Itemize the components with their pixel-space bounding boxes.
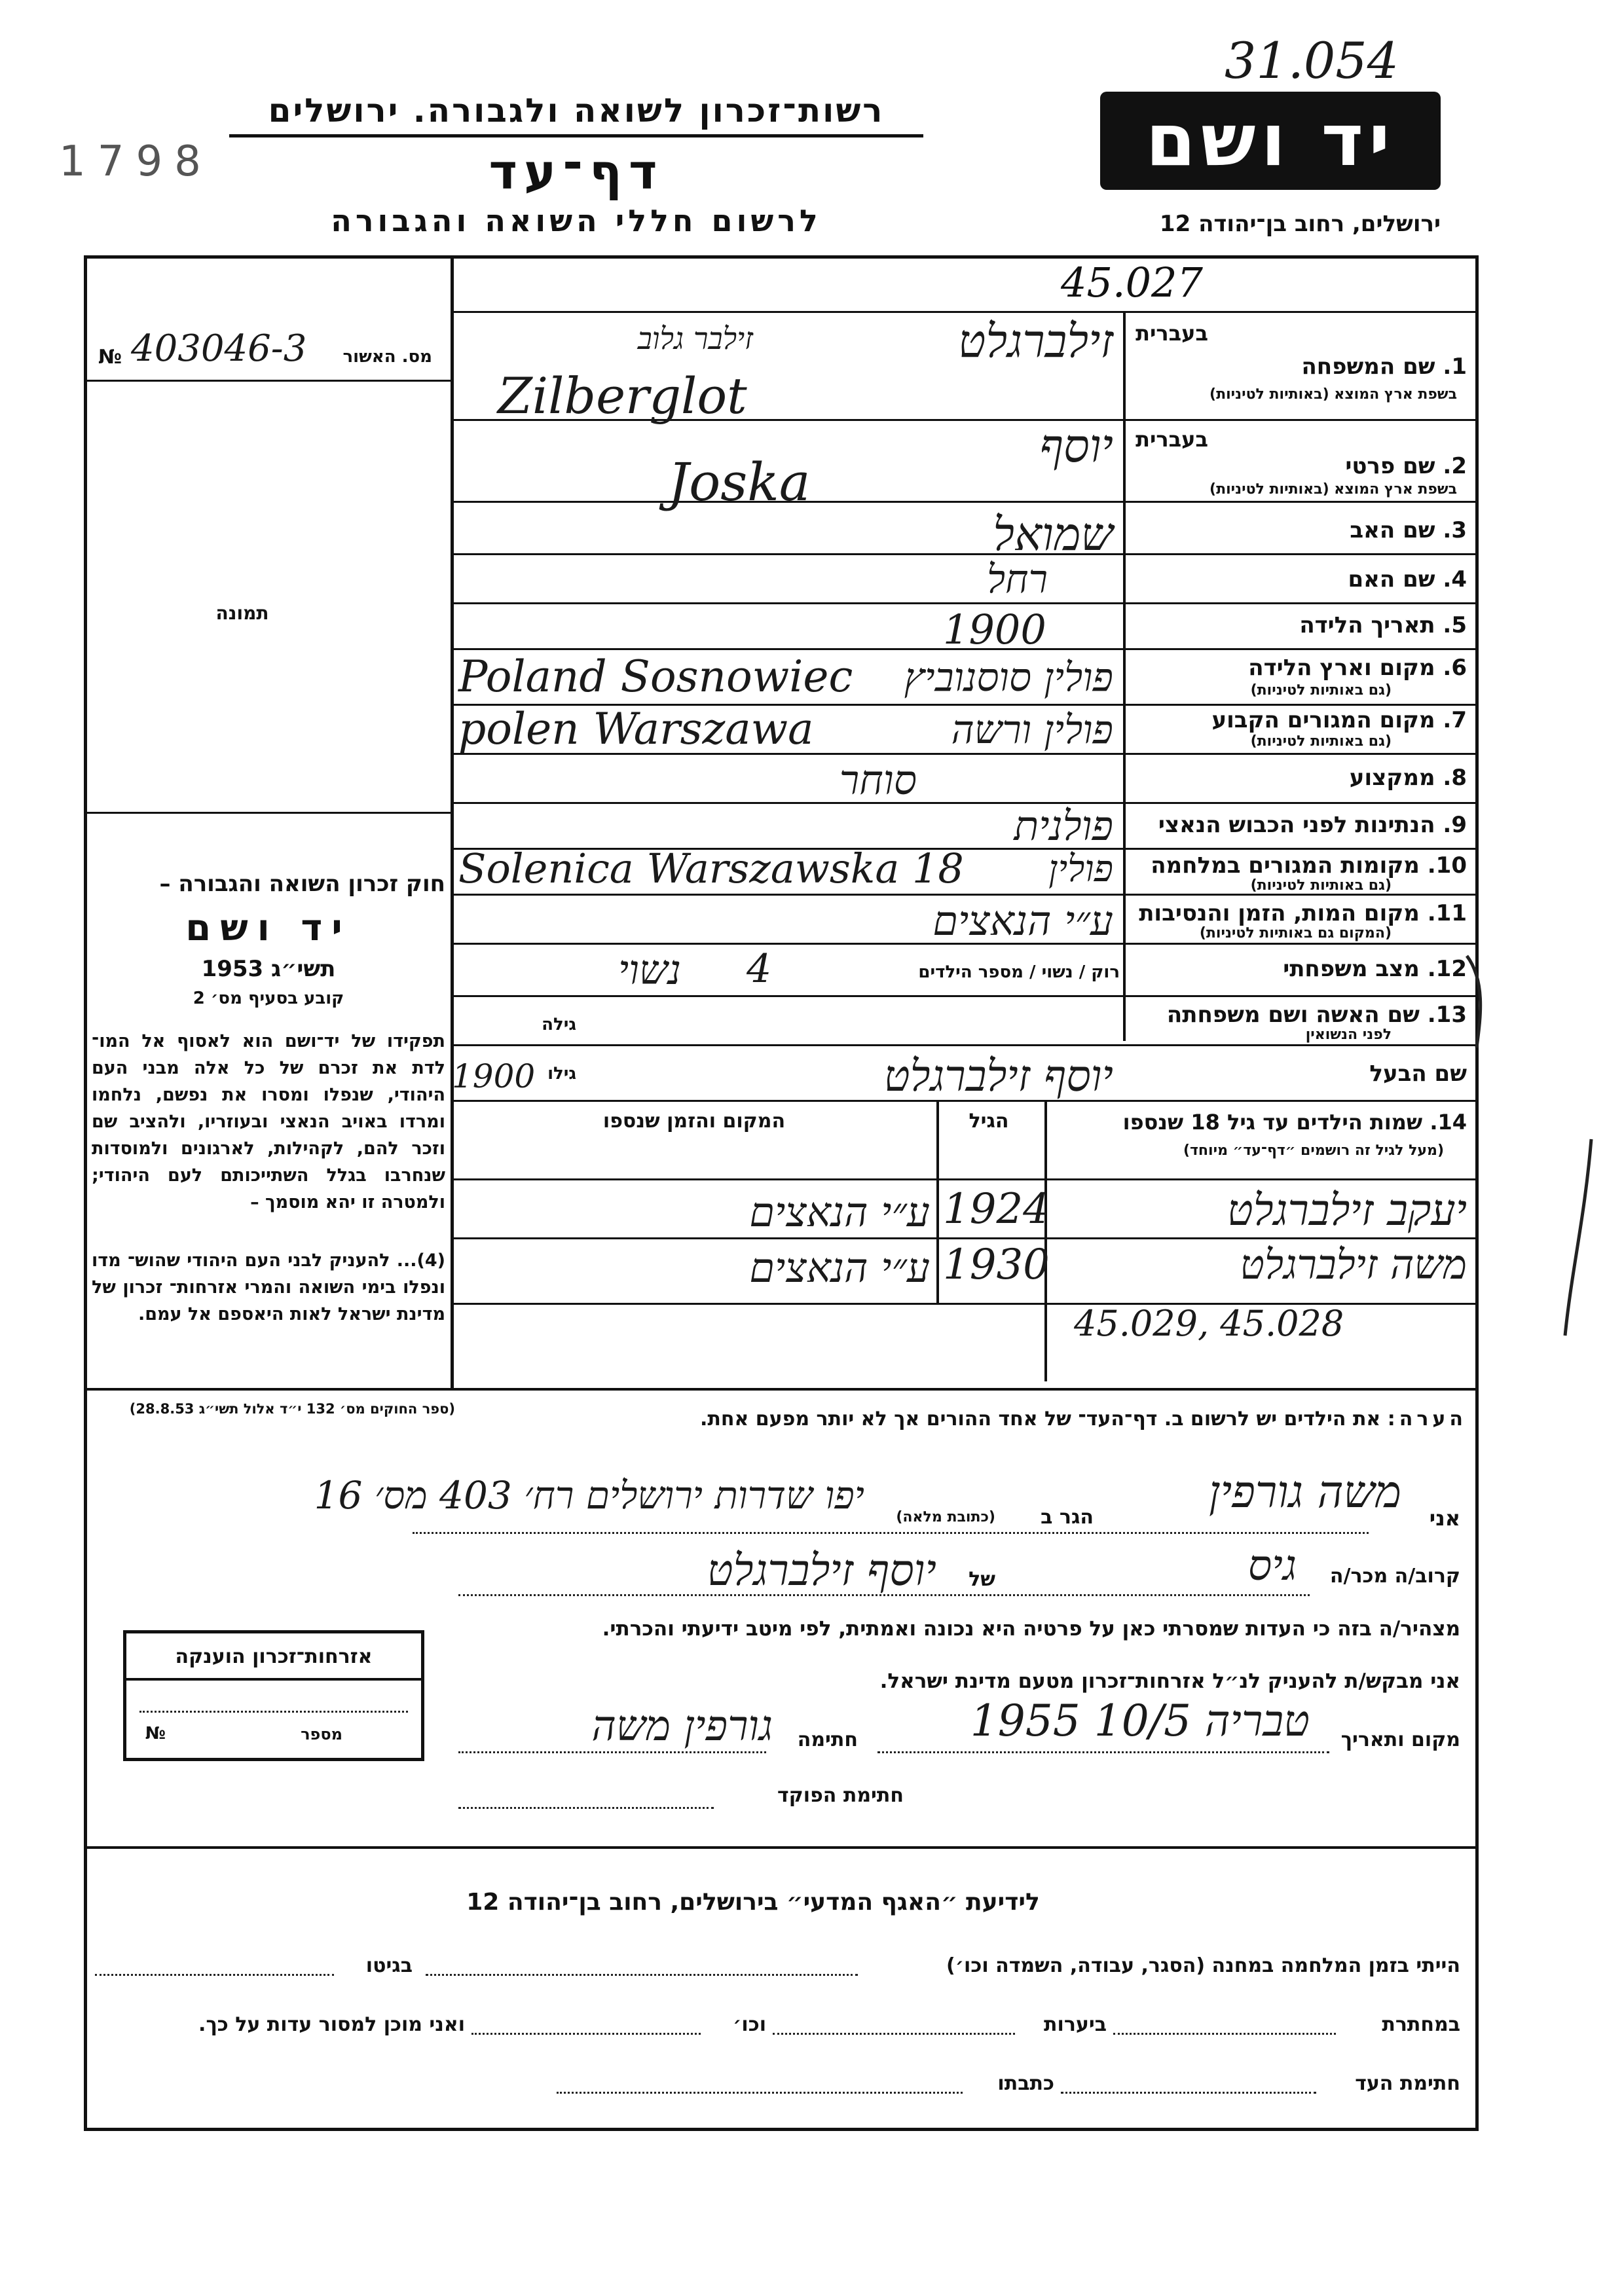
field-5-label (1130, 612, 1467, 638)
field-10-num: 10. (1427, 852, 1467, 879)
footer-line1-camp: הייתי בזמן המלחמה במחנה (הסגר, עבודה, השמדה וכו׳) (946, 1954, 1460, 1977)
field-1-num: 1. (1443, 354, 1467, 380)
officer-label: חתימת הפוקד (777, 1784, 904, 1807)
field-7-sub: (גם באותיות לטיניות) (1250, 733, 1392, 750)
child-2-name: משה זילברגלט (1240, 1241, 1467, 1288)
child-1-place: ע״י הנאצים (749, 1188, 930, 1236)
top-inner-line (451, 311, 1479, 313)
field-1-title: שם המשפחה (1301, 354, 1435, 380)
field-6-label (1130, 655, 1467, 681)
footer-line1-ghetto: בגיטו (365, 1954, 413, 1977)
field-11-title: מקום המות, הזמן והנסיבות (1139, 900, 1420, 926)
field-13-label (1130, 1002, 1467, 1028)
row-line (451, 995, 1479, 997)
children-page-ids: 45.029, 45.028 (1074, 1303, 1344, 1344)
signature-line (458, 1751, 766, 1753)
field-6-num: 6. (1443, 655, 1467, 681)
field-2-sub: בשפת ארץ המוצא (באותיות לטיניות) (1209, 481, 1457, 498)
footer-line2-fill3 (471, 2033, 701, 2035)
decl-of-label: של (969, 1568, 995, 1591)
residence-latin: polen Warszawa (458, 704, 814, 754)
law-clause: קובע בסעיף מס׳ 2 (193, 989, 344, 1008)
field-11-label (1130, 900, 1467, 926)
margin-marks (1441, 943, 1611, 1349)
citizenship-number-label: מספר (301, 1725, 342, 1743)
birth-date: 1900 (943, 606, 1046, 653)
lang-hebrew-1: בעברית (1135, 321, 1208, 346)
occupation: סוחר (839, 756, 917, 804)
field-13-num: 13. (1427, 1002, 1467, 1028)
children-header-line (451, 1178, 1479, 1180)
decl-relative-label: קרוב/ה מכר/ה (1329, 1565, 1460, 1588)
decl-address-line (413, 1532, 1369, 1534)
field-1-label (1130, 354, 1467, 380)
footer-witness-sign: חתימת העד (1355, 2072, 1460, 2095)
field-9-num: 9. (1443, 812, 1467, 838)
children-col-place: המקום והזמן שנספו (602, 1110, 786, 1133)
field-9-label (1130, 812, 1467, 838)
field-7-num: 7. (1443, 707, 1467, 733)
field-3-title: שם האב (1350, 517, 1435, 543)
husband-name: יוסף זילברגלט (883, 1051, 1113, 1101)
field-11-sub: (המקום גם באותיות לטיניות) (1199, 925, 1392, 941)
child-1-name: יעקב זילברגלט (1227, 1185, 1467, 1235)
archive-number: 31.054 (1225, 31, 1399, 90)
photo-bottom-line (84, 812, 451, 814)
children-col-age: הגיל (969, 1110, 1009, 1133)
field-7-label (1130, 707, 1467, 733)
field-6-title: מקום וארץ הלידה (1248, 655, 1435, 681)
form-subtitle: לרשום חללי השואה והגבורה (331, 203, 822, 238)
footer-line1-fill2 (95, 1974, 334, 1976)
mother-name: רחל (986, 556, 1048, 602)
footer-address: כתבתו (997, 2072, 1054, 2095)
decl-ani-label: אני (1429, 1506, 1460, 1531)
footer-etc: וכו׳ (733, 2013, 766, 2036)
surname-hebrew-alt: זילבר גלוב (637, 321, 753, 356)
margin-mark (1565, 1139, 1591, 1336)
left-column-divider (451, 255, 454, 1388)
photo-label: תמונה (215, 602, 269, 624)
child-1-age: 1924 (943, 1185, 1050, 1233)
surname-latin: Zilberglot (498, 367, 747, 425)
given-name-hebrew: יוסף (1039, 419, 1113, 473)
decl-relation: גיס (1247, 1542, 1297, 1590)
children-col-divider (936, 1100, 939, 1303)
field-13-title: שם האשה ושם משפחתה (1166, 1002, 1420, 1028)
field-1-sub: בשפת ארץ המוצא (באותיות לטיניות) (1209, 386, 1457, 403)
decl-line-2: אני מבקש/ת להעניק לנ״ל אזרחות־זכרון מטעם מדינת ישראל. (879, 1669, 1460, 1693)
page-id: 45.027 (1061, 259, 1203, 306)
children-count: 4 (747, 946, 772, 992)
field-2-label (1130, 453, 1467, 479)
form-title: דף־עד (489, 144, 664, 200)
margin-mark (1467, 956, 1481, 1048)
field-5-title: תאריך הלידה (1299, 612, 1435, 638)
field-13-sub: לפני הנשואין (1305, 1027, 1392, 1043)
address-line: ירושלים, רחוב בן־יהודה 12 (1159, 211, 1441, 237)
citizenship-title-line (126, 1678, 421, 1681)
husband-label: שם הבעל (1369, 1061, 1467, 1087)
children-row-line (451, 1237, 1479, 1239)
field-4-label (1130, 566, 1467, 592)
husband-age: 1900 (452, 1057, 536, 1095)
law-reference: (ספר החוקים מס׳ 132 י״ד אלול תשי״ג 28.8.53) (129, 1401, 455, 1417)
field-8-num: 8. (1443, 765, 1467, 791)
field-5-num: 5. (1443, 612, 1467, 638)
decl-line-1: מצהיר/ה בזה כי העדות שמסרתי כאן על פרטיה היא נכונה ואמתית, לפי מיטב ידיעתי והכרתי. (602, 1617, 1460, 1641)
field-3-num: 3. (1443, 517, 1467, 543)
decl-name: משה גורפין (1209, 1467, 1401, 1518)
decl-of-name: יוסף זילברגלט (707, 1545, 936, 1595)
lang-hebrew-2: בעברית (1135, 427, 1208, 452)
birthplace-hebrew: פולין סוסנוביץ (904, 655, 1113, 701)
children-title: שמות הילדים עד גיל 18 שנספו (1122, 1110, 1423, 1135)
given-name-latin: Joska (668, 452, 811, 513)
child-2-age: 1930 (943, 1241, 1050, 1289)
law-bottom-line (84, 1388, 1479, 1391)
approval-line (84, 380, 451, 382)
decl-address: יפו שדרות ירושלים רח׳ 403 מס׳ 16 (314, 1473, 864, 1518)
children-num: 14. (1430, 1110, 1467, 1135)
field-4-title: שם האם (1348, 566, 1435, 592)
law-name: יד ושם (185, 907, 352, 949)
footer-line1-fill (426, 1974, 858, 1976)
field-10-label (1130, 852, 1467, 879)
footer-ready: ואני מוכן למסור עדות על כך. (198, 2013, 465, 2036)
birthplace-latin: Poland Sosnowiec (458, 651, 853, 702)
field-12-label (1130, 956, 1467, 982)
row-line (451, 602, 1479, 604)
field-4-num: 4. (1443, 566, 1467, 592)
footer-title: לידיעת ״האגף המדעי״ בירושלים, רחוב בן־יהודה 12 (466, 1889, 1040, 1916)
footer-line2-fill1 (1113, 2033, 1336, 2035)
field-11-num: 11. (1427, 900, 1467, 926)
law-year: תשי״ג 1953 (201, 956, 336, 982)
org-underline (229, 134, 923, 137)
yad-vashem-logo (1100, 92, 1441, 190)
citizenship-line (139, 1711, 408, 1713)
citizenship-box (123, 1630, 424, 1761)
place-date: טבריה 10/5 1955 (970, 1696, 1310, 1746)
footer-line3-fill1 (1061, 2092, 1316, 2094)
field-3-label (1130, 517, 1467, 543)
law-title: חוק זכרון השואה והגבורה – (159, 871, 445, 897)
field-2-num: 2. (1443, 453, 1467, 479)
decl-resides-label: הגר ב (1041, 1506, 1094, 1529)
logo-text: יד ושם (1145, 98, 1395, 182)
note-label: הערה: (1387, 1408, 1467, 1430)
footer-top-line (84, 1846, 1479, 1849)
signature-label: חתימה (797, 1728, 858, 1751)
org-line: רשות־זכרון לשואה ולגבורה. ירושלים (268, 92, 885, 130)
officer-line (458, 1807, 714, 1809)
child-2-place: ע״י הנאצים (749, 1244, 930, 1292)
field-8-label (1130, 765, 1467, 791)
wartime-residence-latin: Solenica Warszawska 18 (458, 845, 964, 892)
death-place: ע״י הנאצים (932, 897, 1113, 945)
law-para-1: תפקידו של יד־ושם הוא לאסוף אל המו־ לדת את זכרם של כל אלה מבני העם היהודי, שנפלו ומסרו את נפשם, נלחמו ומרדו באויב הנאצי ובעוזריו, ולהציב שם וזכר להם, לקהילות, לארגונים ולמוסדות שנחרבו בגלל השתייכותם לעם היהודי; ולמטרה זו יהא מוסמך – (92, 1031, 445, 1212)
footer-line2-fill2 (773, 2033, 1015, 2035)
husband-age-label: גילו (547, 1064, 576, 1084)
footer-line3-fill2 (557, 2092, 963, 2094)
row-line (451, 1044, 1479, 1046)
wife-age-label: גילה (542, 1015, 576, 1034)
signature: גורפין משה (591, 1702, 773, 1751)
children-label (1051, 1110, 1467, 1135)
field-12-options: רוק / נשוי / מספר הילדים (918, 962, 1120, 982)
residence-hebrew: פולין ורשה (951, 707, 1113, 753)
citizenship-number-symbol: № (145, 1724, 166, 1743)
footer-forests: ביערות (1044, 2013, 1107, 2036)
nationality: פולנית (1014, 802, 1113, 850)
archive-stamp-number: 1798 (59, 137, 213, 186)
note-row (458, 1408, 1467, 1430)
field-2-title: שם פרטי (1345, 453, 1435, 479)
decl-address-label: (כתובת מלאה) (896, 1509, 995, 1525)
decl-of-line (458, 1594, 1310, 1596)
approval-label: מס. האשור (342, 347, 432, 367)
field-9-title: הנתינות לפני הכבוש הנאצי (1158, 812, 1435, 838)
approval-number: 403046-3 (131, 327, 307, 370)
row-line (451, 894, 1479, 896)
law-para-2: (4)... להעניק לבני העם היהודי שהוש־ מדו ונפלו בימי השואה והמרי אזרחות־ זכרון של מדינת ישראל לאות היאספם אל עמם. (92, 1250, 445, 1324)
marital-status: נשוי (618, 946, 681, 994)
field-10-sub: (גם באותיות לטיניות) (1250, 877, 1392, 894)
field-12-title: מצב משפחתי (1283, 956, 1420, 982)
place-date-line (877, 1751, 1329, 1753)
field-8-title: ממקצוע (1349, 765, 1435, 791)
surname-hebrew: זילברגלט (958, 314, 1113, 368)
approval-no-symbol: № (98, 346, 122, 369)
note-text: את הילדים יש לרשום ב. דף־העד־ של אחד ההורים אך לא יותר מפעם אחת. (700, 1408, 1381, 1430)
field-7-title: מקום המגורים הקבוע (1211, 707, 1435, 733)
field-6-sub: (גם באותיות לטיניות) (1250, 682, 1392, 699)
footer-underground: במחתרת (1382, 2013, 1460, 2036)
father-name: שמואל (993, 507, 1113, 561)
children-sub: (מעל לגיל זה רושמים ״דף־עד״ מיוחד) (1183, 1142, 1444, 1159)
wartime-residence-hebrew: פולין (1048, 848, 1113, 890)
citizenship-title: אזרחות־זכרון הוענקה (175, 1645, 373, 1668)
place-date-label: מקום ותאריך (1340, 1728, 1460, 1751)
row-line (451, 501, 1479, 503)
field-12-num: 12. (1427, 956, 1467, 982)
field-10-title: מקומות המגורים במלחמה (1151, 852, 1420, 879)
